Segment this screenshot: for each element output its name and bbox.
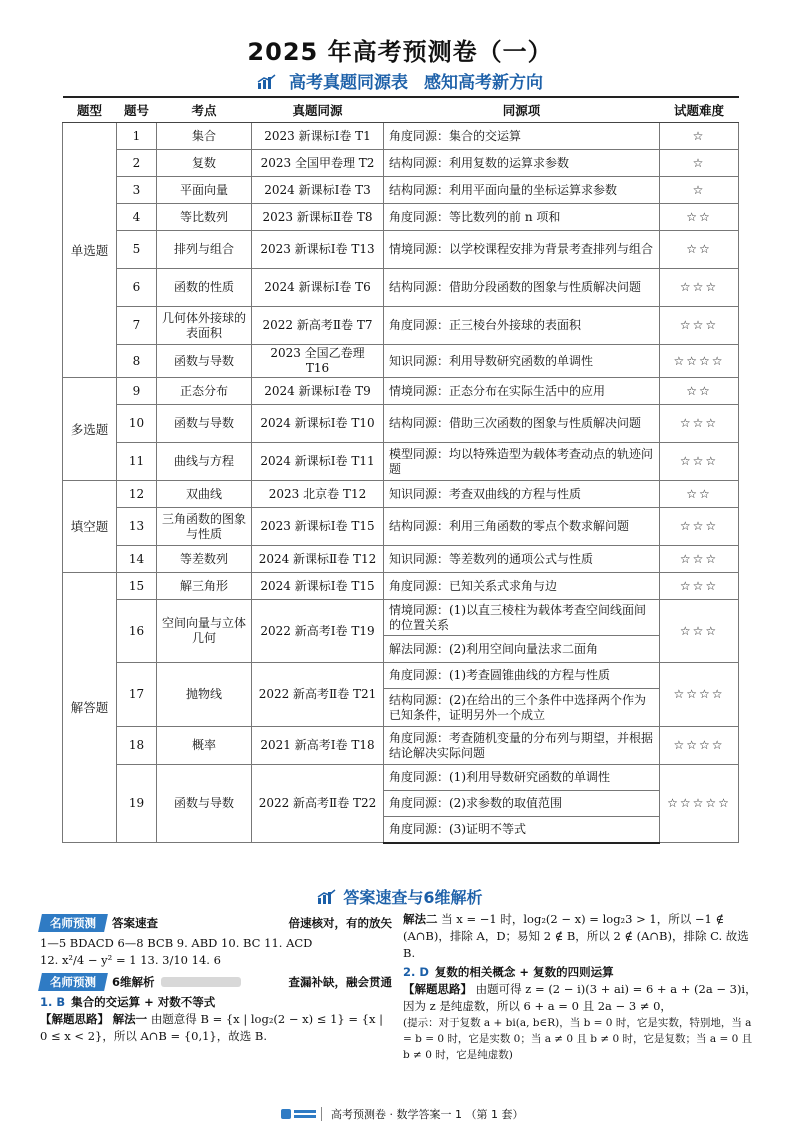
left-column: [40, 914, 392, 1045]
difficulty-stars: ☆☆: [660, 204, 739, 231]
table-row: [63, 765, 739, 791]
question-source: 2022 新高考Ⅰ卷 T19: [252, 600, 384, 663]
table-row: [63, 663, 739, 689]
question-topic: 复数: [157, 150, 252, 177]
question-number: 17: [117, 663, 157, 727]
source-item: 知识同源：考查双曲线的方程与性质: [384, 481, 660, 508]
difficulty-stars: ☆☆: [660, 231, 739, 269]
question-source: 2022 新高考Ⅱ卷 T22: [252, 765, 384, 843]
source-item: 结构同源：利用平面向量的坐标运算求参数: [384, 177, 660, 204]
question-1-method-2: 解法二 当 x = −1 时，log₂(2 − x) = log₂3 > 1，所以 −1 ∉ (A∩B)，排除 A，D；易知 2 ∉ B，所以 2 ∉ (A∩B)，排除 C. 故选 B.: [403, 912, 749, 960]
group-label: 填空题: [63, 481, 117, 573]
source-table: [62, 96, 739, 844]
question-source: 2024 新课标Ⅰ卷 T11: [252, 443, 384, 481]
question-number: 14: [117, 546, 157, 573]
question-2-solution: 【解题思路】 由题可得 z = (2 − i)(3 + ai) = 6 + a + (2a − 3)i，因为 z 是纯虚数，所以 6 + a = 0 且 2a − 3 ≠ 0，: [403, 982, 757, 1013]
question-source: 2024 新课标Ⅰ卷 T9: [252, 378, 384, 405]
question-topic: 抛物线: [157, 663, 252, 727]
table-row: [63, 405, 739, 443]
question-topic: 三角函数的图象与性质: [157, 508, 252, 546]
blurred-text: [161, 977, 241, 987]
question-source: 2023 全国甲卷理 T2: [252, 150, 384, 177]
question-topic: 概率: [157, 727, 252, 765]
question-source: 2024 新课标Ⅰ卷 T10: [252, 405, 384, 443]
difficulty-stars: ☆☆☆: [660, 307, 739, 345]
table-header-row: [63, 97, 739, 123]
section-answers-label: 答案速查与6维解析: [343, 888, 483, 907]
group-label: 解答题: [63, 573, 117, 843]
table-row: [63, 150, 739, 177]
source-item: 结构同源：借助三次函数的图象与性质解决问题: [384, 405, 660, 443]
table-row: [63, 546, 739, 573]
question-topic: 解三角形: [157, 573, 252, 600]
analysis-bar: [40, 973, 392, 991]
question-topic: 曲线与方程: [157, 443, 252, 481]
source-item: 结构同源：借助分段函数的图象与性质解决问题: [384, 269, 660, 307]
source-item: 角度同源：等比数列的前 n 项和: [384, 204, 660, 231]
difficulty-stars: ☆☆☆☆: [660, 345, 739, 378]
question-source: 2021 新高考Ⅰ卷 T18: [252, 727, 384, 765]
question-topic: 正态分布: [157, 378, 252, 405]
question-source: 2022 新高考Ⅱ卷 T7: [252, 307, 384, 345]
source-item: 情境同源：以学校课程安排为背景考查排列与组合: [384, 231, 660, 269]
question-source: 2024 新课标Ⅰ卷 T3: [252, 177, 384, 204]
difficulty-stars: ☆☆☆: [660, 443, 739, 481]
question-topic: 排列与组合: [157, 231, 252, 269]
question-topic: 平面向量: [157, 177, 252, 204]
difficulty-stars: ☆☆☆: [660, 405, 739, 443]
source-item: 角度同源：集合的交运算: [384, 123, 660, 150]
teacher-prediction-tag: 名师预测: [38, 973, 108, 991]
source-item: 角度同源：(3)证明不等式: [384, 817, 660, 843]
question-source: 2024 新课标Ⅰ卷 T6: [252, 269, 384, 307]
answer-list-1: 1—5 BDACD 6—8 BCB 9. ABD 10. BC 11. ACD: [40, 936, 313, 950]
question-topic: 函数与导数: [157, 405, 252, 443]
question-1-solution: 【解题思路】 解法一 由题意得 B = {x | log₂(2 − x) ≤ 1} = {x | 0 ≤ x < 2}，所以 A∩B = {0,1}，故选 B.: [40, 1012, 384, 1043]
question-number: 5: [117, 231, 157, 269]
source-item: 角度同源：正三棱台外接球的表面积: [384, 307, 660, 345]
question-number: 9: [117, 378, 157, 405]
source-item: 情境同源：(1)以直三棱柱为载体考查空间线面间的位置关系: [384, 600, 660, 636]
group-label: 单选题: [63, 123, 117, 378]
question-source: 2024 新课标Ⅰ卷 T15: [252, 573, 384, 600]
question-source: 2023 新课标Ⅰ卷 T15: [252, 508, 384, 546]
question-number: 12: [117, 481, 157, 508]
quick-answers-slogan: 倍速核对，有的放矢: [288, 915, 392, 930]
question-number: 6: [117, 269, 157, 307]
question-number: 2: [117, 150, 157, 177]
table-row: [63, 573, 739, 600]
source-item: 模型同源：均以特殊造型为载体考查动点的轨迹问题: [384, 443, 660, 481]
question-topic: 等差数列: [157, 546, 252, 573]
question-source: 2024 新课标Ⅱ卷 T12: [252, 546, 384, 573]
question-topic: 双曲线: [157, 481, 252, 508]
difficulty-stars: ☆☆☆: [660, 600, 739, 663]
source-item: 结构同源：利用三角函数的零点个数求解问题: [384, 508, 660, 546]
source-item: 知识同源：利用导数研究函数的单调性: [384, 345, 660, 378]
col-header-type: 题型: [63, 97, 117, 123]
difficulty-stars: ☆: [660, 177, 739, 204]
question-number: 8: [117, 345, 157, 378]
source-item: 角度同源：(1)考查圆锥曲线的方程与性质: [384, 663, 660, 689]
source-item: 角度同源：(1)利用导数研究函数的单调性: [384, 765, 660, 791]
difficulty-stars: ☆: [660, 150, 739, 177]
question-number: 10: [117, 405, 157, 443]
table-row: [63, 443, 739, 481]
col-header-topic: 考点: [157, 97, 252, 123]
table-row: [63, 481, 739, 508]
difficulty-stars: ☆☆☆: [660, 546, 739, 573]
question-topic: 函数的性质: [157, 269, 252, 307]
table-row: [63, 508, 739, 546]
question-number: 7: [117, 307, 157, 345]
question-source: 2023 全国乙卷理 T16: [252, 345, 384, 378]
question-number: 19: [117, 765, 157, 843]
source-item: 知识同源：等差数列的通项公式与性质: [384, 546, 660, 573]
question-source: 2023 北京卷 T12: [252, 481, 384, 508]
source-item: 角度同源：(2)求参数的取值范围: [384, 791, 660, 817]
table-row: [63, 727, 739, 765]
difficulty-stars: ☆☆: [660, 481, 739, 508]
bar-chart-icon: [257, 74, 277, 90]
page-title: 2025 年高考预测卷（一）: [247, 38, 553, 66]
source-item: 情境同源：正态分布在实际生活中的应用: [384, 378, 660, 405]
table-row: [63, 123, 739, 150]
source-item: 角度同源：考查随机变量的分布列与期望，并根据结论解决实际问题: [384, 727, 660, 765]
question-source: 2023 新课标Ⅰ卷 T13: [252, 231, 384, 269]
question-topic: 函数与导数: [157, 345, 252, 378]
table-row: [63, 345, 739, 378]
difficulty-stars: ☆☆: [660, 378, 739, 405]
col-header-number: 题号: [117, 97, 157, 123]
question-2-hint: (提示：对于复数 a + bi(a, b∈R)，当 b = 0 时，它是实数，特别地，当 a = b = 0 时，它是实数 0；当 a ≠ 0 且 b ≠ 0 时，它是复数；当 a = 0 且 b ≠ 0 时，它是纯虚数): [403, 1017, 753, 1061]
bar-chart-icon: [317, 889, 337, 905]
difficulty-stars: ☆☆☆☆: [660, 727, 739, 765]
question-number: 13: [117, 508, 157, 546]
page-footer: [0, 1106, 800, 1122]
question-number: 15: [117, 573, 157, 600]
difficulty-stars: ☆☆☆: [660, 573, 739, 600]
source-item: 解法同源：(2)利用空间向量法求二面角: [384, 636, 660, 663]
question-2-heading: 2. D 复数的相关概念 + 复数的四则运算: [403, 965, 614, 979]
subtitle-part-a: 高考真题同源表: [288, 73, 408, 93]
subtitle-part-b: 感知高考新方向: [423, 73, 543, 93]
question-topic: 几何体外接球的表面积: [157, 307, 252, 345]
quick-answers-label: 答案速查: [112, 915, 158, 930]
quick-answers-bar: [40, 914, 392, 932]
analysis-slogan: 查漏补缺，融会贯通: [288, 974, 392, 989]
group-label: 多选题: [63, 378, 117, 481]
table-row: [63, 231, 739, 269]
answer-list-2: 12. x²/4 − y² = 1 13. 3/10 14. 6: [40, 953, 221, 967]
col-header-item: 同源项: [384, 97, 660, 123]
page-subtitle: [0, 68, 800, 93]
footer-text: 高考预测卷 · 数学答案一 1 （第 1 套）: [331, 1108, 524, 1121]
difficulty-stars: ☆☆☆☆☆: [660, 765, 739, 843]
question-number: 3: [117, 177, 157, 204]
table-row: [63, 307, 739, 345]
table-row: [63, 600, 739, 636]
question-number: 1: [117, 123, 157, 150]
teacher-prediction-tag: 名师预测: [38, 914, 108, 932]
question-topic: 空间向量与立体几何: [157, 600, 252, 663]
col-header-difficulty: 试题难度: [660, 97, 739, 123]
question-number: 4: [117, 204, 157, 231]
table-row: [63, 177, 739, 204]
question-topic: 等比数列: [157, 204, 252, 231]
table-row: [63, 378, 739, 405]
question-source: 2022 新高考Ⅱ卷 T21: [252, 663, 384, 727]
source-item: 结构同源：利用复数的运算求参数: [384, 150, 660, 177]
question-number: 18: [117, 727, 157, 765]
table-row: [63, 269, 739, 307]
analysis-label: 6维解析: [112, 974, 155, 989]
publisher-logo-icon: [277, 1107, 322, 1121]
difficulty-stars: ☆☆☆☆: [660, 663, 739, 727]
col-header-source: 真题同源: [252, 97, 384, 123]
source-item: 角度同源：已知关系式求角与边: [384, 573, 660, 600]
question-1-heading: 1. B 集合的交运算 + 对数不等式: [40, 995, 216, 1009]
question-source: 2023 新课标Ⅱ卷 T8: [252, 204, 384, 231]
right-column: [403, 911, 759, 1063]
difficulty-stars: ☆: [660, 123, 739, 150]
question-topic: 函数与导数: [157, 765, 252, 843]
table-row: [63, 204, 739, 231]
question-source: 2023 新课标Ⅰ卷 T1: [252, 123, 384, 150]
difficulty-stars: ☆☆☆: [660, 508, 739, 546]
question-topic: 集合: [157, 123, 252, 150]
question-number: 16: [117, 600, 157, 663]
section-answers-title: [0, 885, 800, 908]
question-number: 11: [117, 443, 157, 481]
difficulty-stars: ☆☆☆: [660, 269, 739, 307]
source-item: 结构同源：(2)在给出的三个条件中选择两个作为已知条件，证明另外一个成立: [384, 689, 660, 727]
